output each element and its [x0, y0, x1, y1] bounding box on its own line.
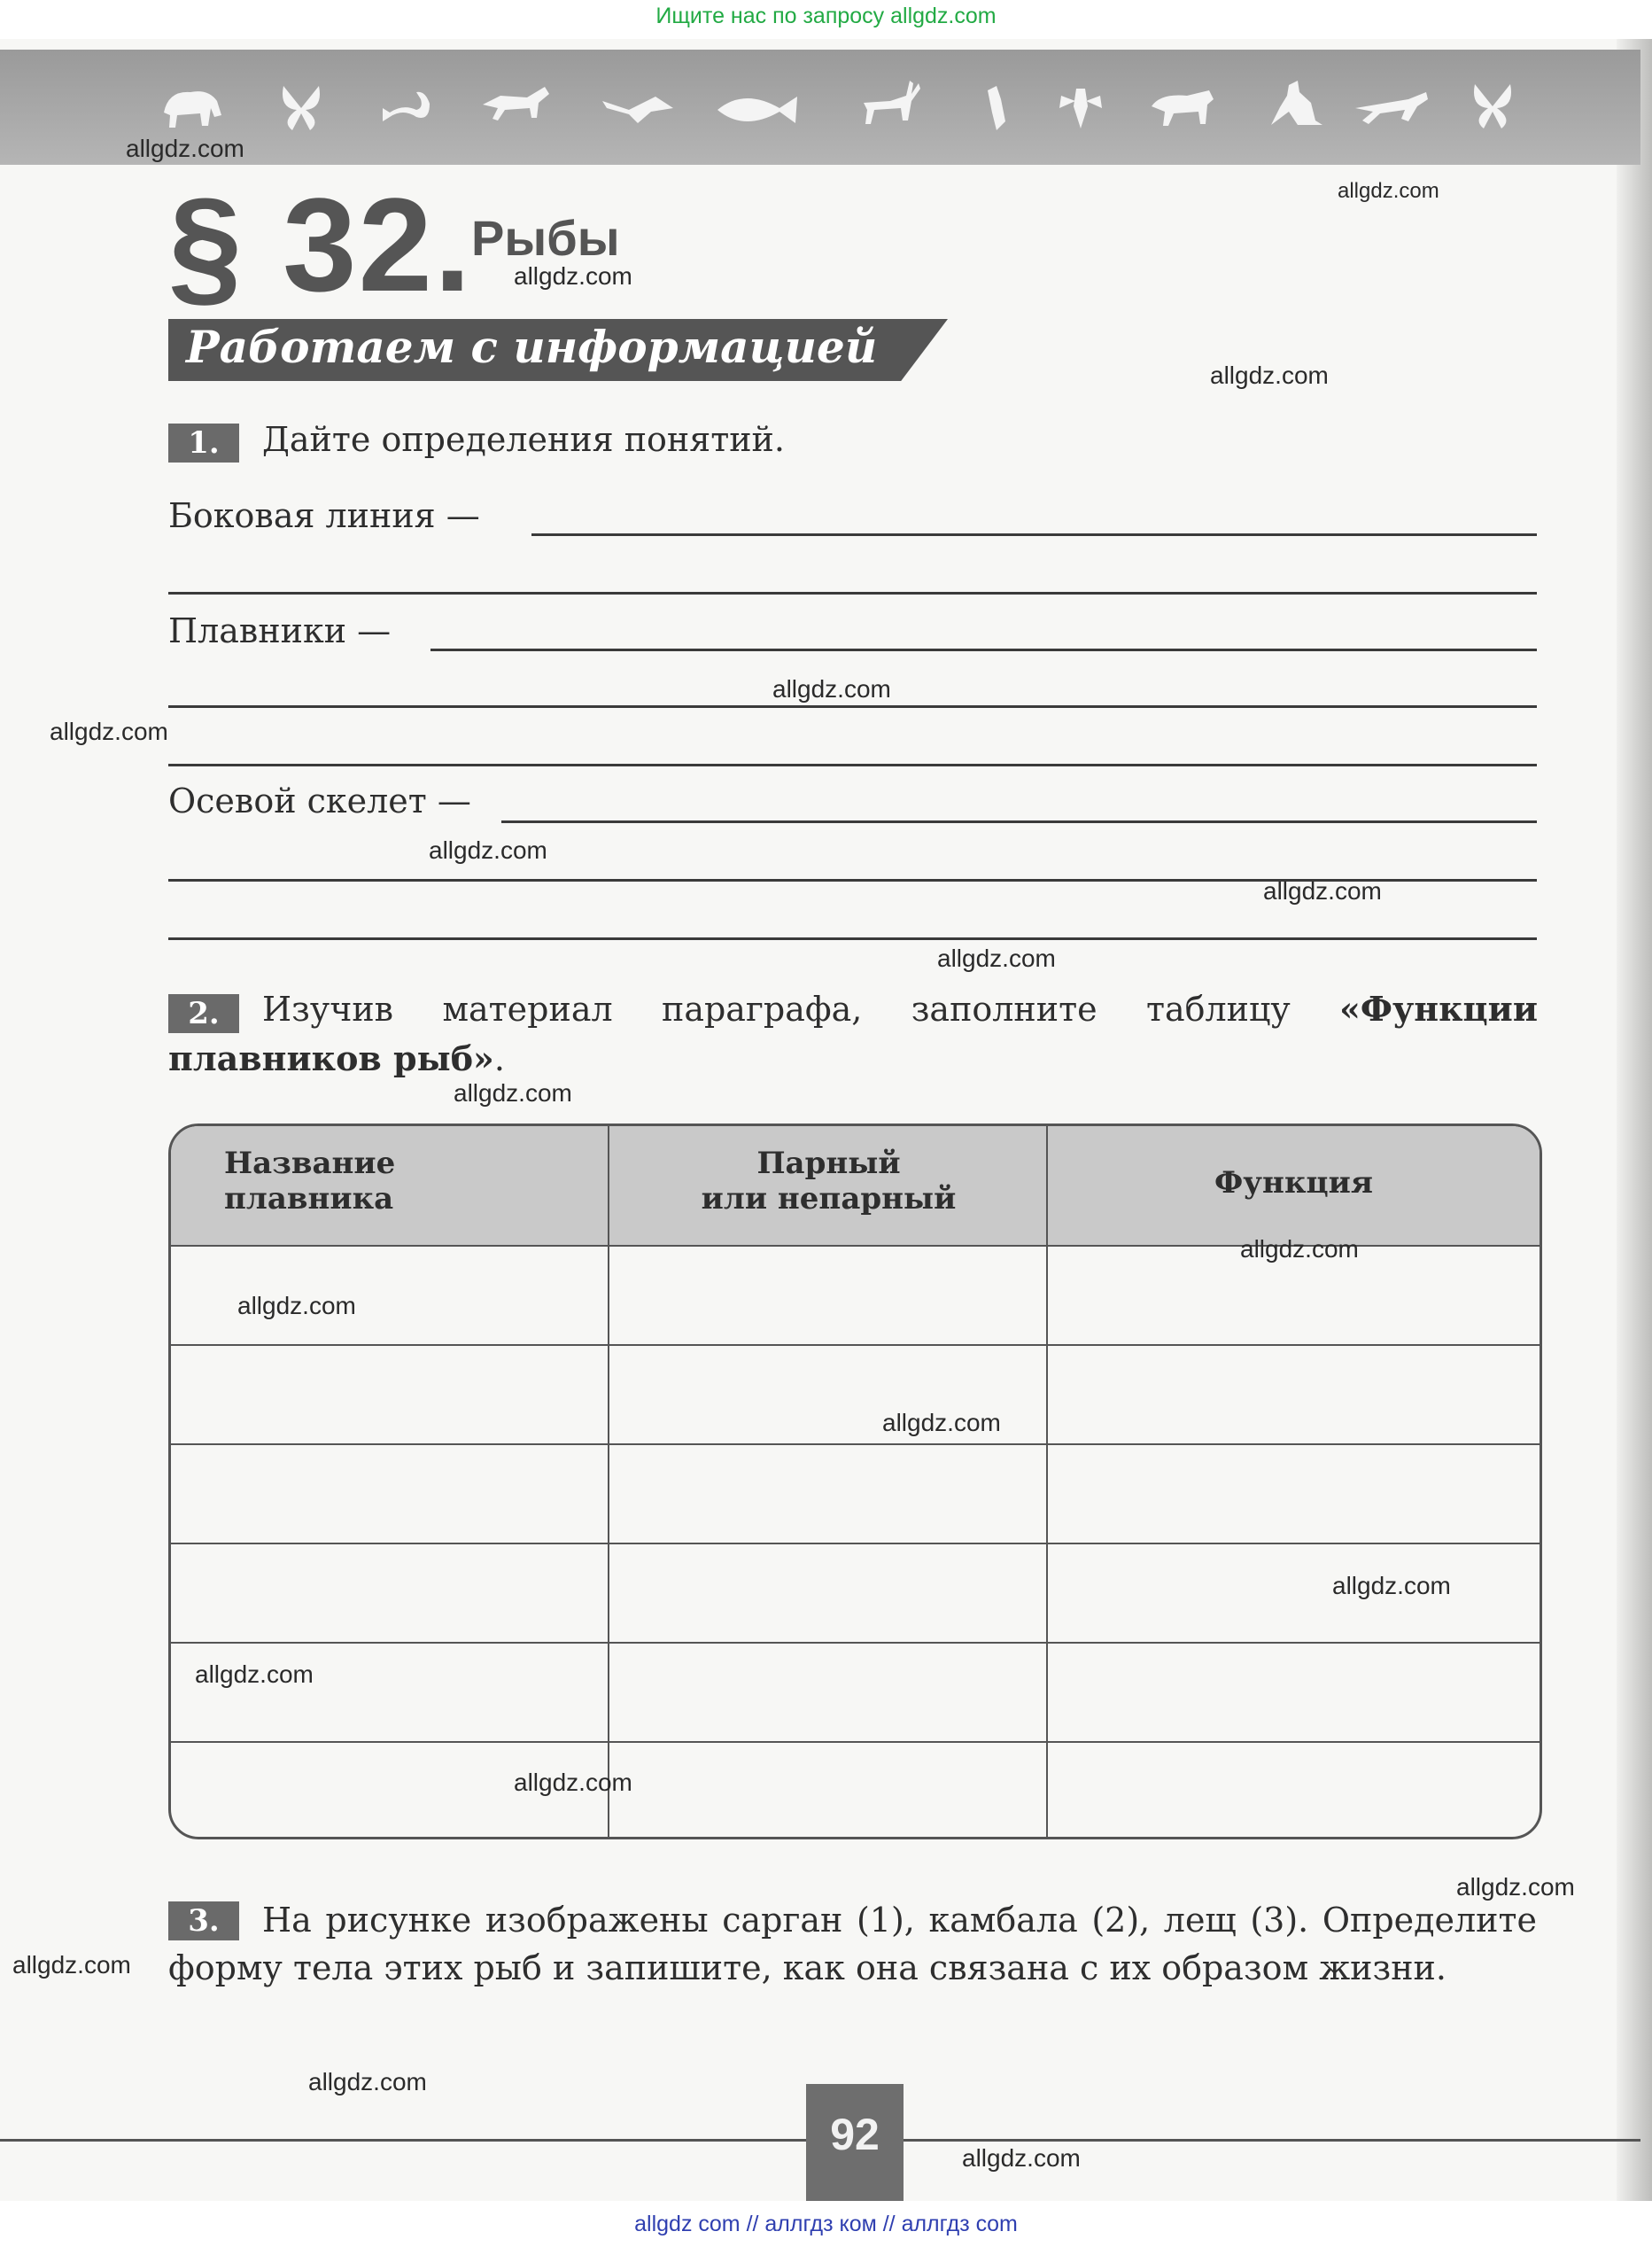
- paragraph-title: Рыбы: [471, 210, 620, 266]
- bird-icon: [602, 97, 673, 123]
- task-2-text-line1: Изучив материал параграфа, заполните таблицу «Функции: [262, 989, 1538, 1029]
- top-search-link[interactable]: Ищите нас по запросу allgdz.com: [655, 4, 997, 28]
- term-fins: Плавники —: [168, 611, 392, 650]
- watermark: allgdz.com: [454, 1079, 572, 1107]
- row-divider: [171, 1344, 1540, 1346]
- horse-icon: [483, 87, 549, 121]
- watermark: allgdz.com: [937, 945, 1056, 972]
- watermark: allgdz.com: [1332, 1572, 1451, 1599]
- answer-line[interactable]: [168, 937, 1537, 940]
- watermark: allgdz.com: [50, 718, 168, 745]
- column-divider: [608, 1126, 609, 1837]
- row-divider: [171, 1741, 1540, 1743]
- watermark: allgdz.com: [195, 1660, 314, 1688]
- task-3-text: На рисунке изображены сарган (1), камбала (2), лещ (3). Определите форму тела этих рыб и запишите, как она связана с их образом жизни.: [168, 1901, 1537, 1987]
- task-2-table-title: «Функции: [1339, 989, 1538, 1029]
- butterfly-icon: [1474, 84, 1511, 128]
- watermark: allgdz.com: [1240, 1235, 1359, 1263]
- term-axial-skeleton: Осевой скелет —: [168, 781, 471, 820]
- header-fin-name: Название плавника: [224, 1146, 396, 1217]
- fins-table: [168, 1124, 1542, 1839]
- answer-line[interactable]: [501, 820, 1537, 823]
- watermark: allgdz.com: [308, 2068, 427, 2095]
- row-divider: [171, 1642, 1540, 1644]
- row-divider: [171, 1443, 1540, 1445]
- row-divider: [171, 1543, 1540, 1544]
- watermark: allgdz.com: [514, 262, 632, 290]
- scorpion-icon: [383, 92, 430, 121]
- answer-line[interactable]: [531, 533, 1537, 536]
- watermark: allgdz.com: [882, 1409, 1001, 1436]
- bird-small-icon: [988, 86, 1005, 130]
- term-lateral-line: Боковая линия —: [168, 496, 480, 535]
- bull-icon: [1152, 90, 1214, 126]
- insect-icon: [1059, 89, 1102, 128]
- section-banner-text: Работаем с информацией: [186, 321, 878, 373]
- watermark: allgdz.com: [429, 836, 547, 864]
- butterfly-icon: [283, 86, 320, 130]
- watermark: allgdz.com: [1338, 179, 1439, 203]
- watermark: allgdz.com: [1263, 877, 1382, 905]
- watermark: allgdz.com: [772, 675, 891, 703]
- answer-line[interactable]: [168, 592, 1537, 595]
- task-2-number: 2.: [168, 994, 239, 1033]
- animal-icons-row: [159, 74, 1541, 136]
- task-2-text-line2: плавников рыб».: [168, 1038, 505, 1078]
- header-paired: Парный или непарный: [701, 1146, 957, 1217]
- column-divider: [1046, 1126, 1048, 1837]
- page-binding-shadow: [1617, 39, 1652, 2201]
- task-1-number: 1.: [168, 424, 239, 463]
- kangaroo-icon: [1271, 81, 1322, 125]
- header-function: Функция: [1214, 1165, 1373, 1201]
- watermark: allgdz.com: [1456, 1873, 1575, 1901]
- watermark: allgdz.com: [1210, 362, 1329, 389]
- deer-icon: [864, 81, 920, 124]
- watermark: allgdz.com: [514, 1769, 632, 1796]
- answer-line[interactable]: [168, 705, 1537, 708]
- watermark: allgdz.com: [962, 2144, 1081, 2172]
- watermark: allgdz.com: [237, 1292, 356, 1319]
- paragraph-number: § 32.: [168, 170, 473, 319]
- fish-icon: [717, 97, 797, 123]
- task-1-text: Дайте определения понятий.: [262, 420, 785, 459]
- watermark: allgdz.com: [12, 1951, 131, 1979]
- task-3-number: 3.: [168, 1901, 239, 1940]
- footer-links[interactable]: allgdz com // аллгдз ком // аллгдз com: [634, 2212, 1018, 2236]
- watermark: allgdz.com: [126, 135, 244, 162]
- page-number: 92: [830, 2110, 880, 2159]
- greyhound-icon: [1355, 92, 1428, 124]
- bison-icon: [164, 91, 221, 128]
- answer-line[interactable]: [430, 649, 1537, 651]
- answer-line[interactable]: [168, 764, 1537, 766]
